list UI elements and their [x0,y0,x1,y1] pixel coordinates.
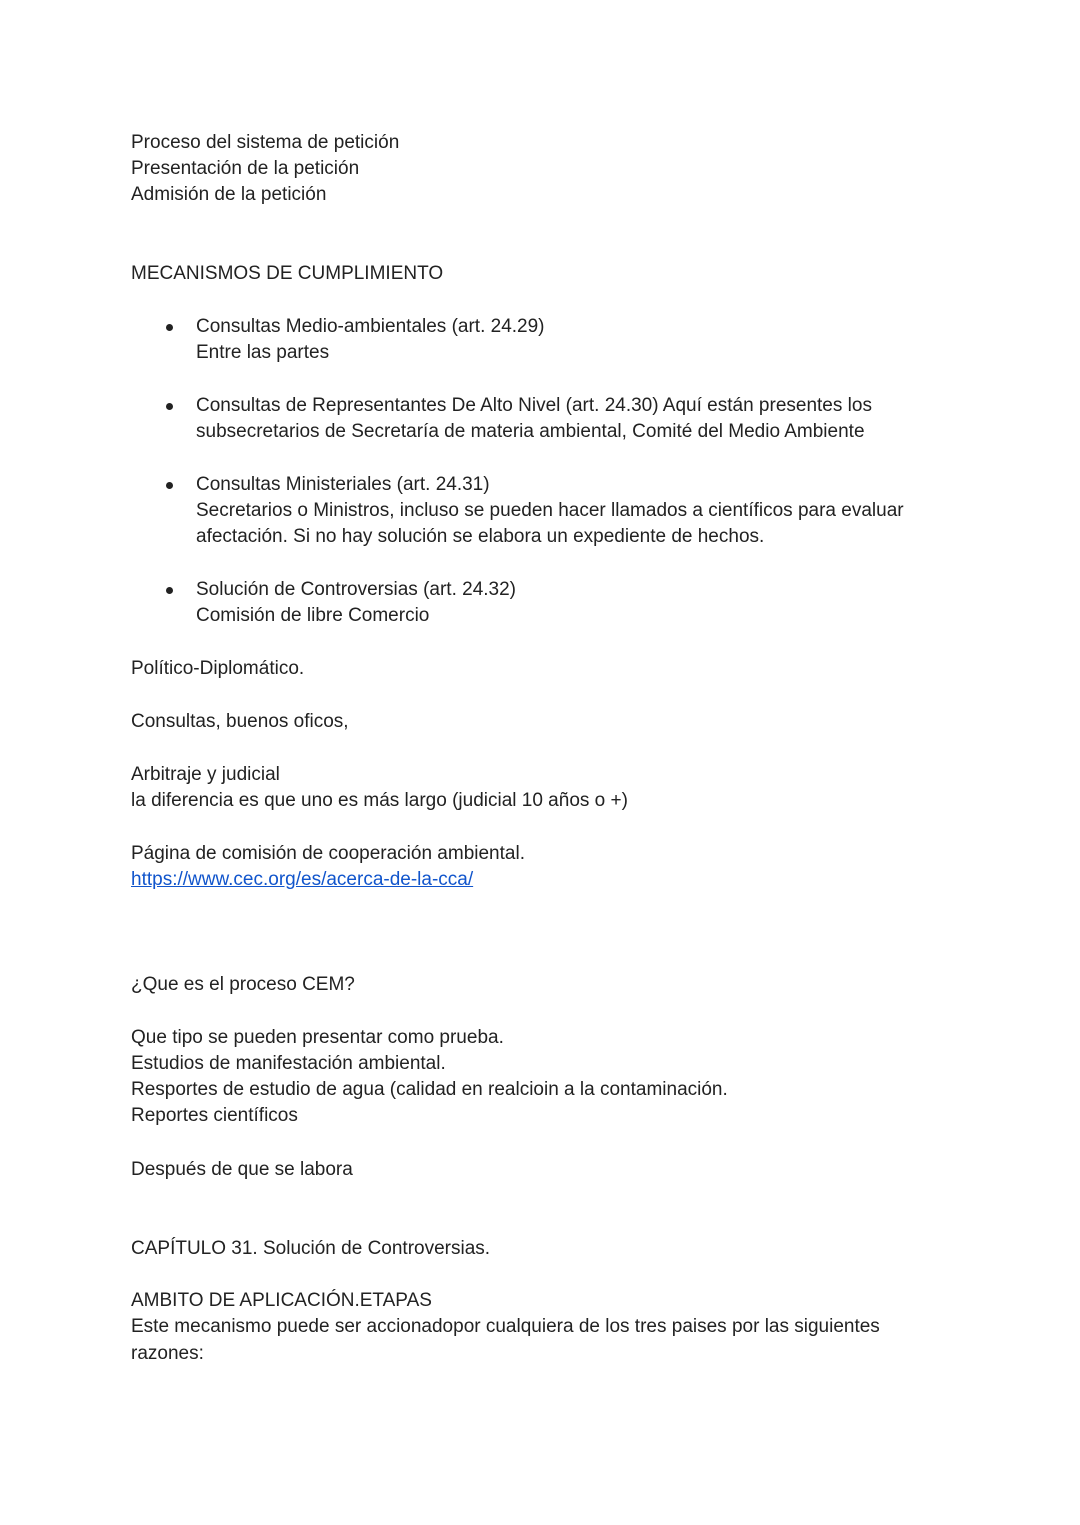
paragraph: la diferencia es que uno es más largo (judicial 10 años o +) [131,790,628,811]
paragraph: Este mecanismo puede ser accionadopor cualquiera de los tres paises por las siguientes [131,1316,880,1337]
intro-line: Proceso del sistema de petición [131,132,400,153]
bullet-text: afectación. Si no hay solución se elabora un expediente de hechos. [196,526,765,547]
cec-link-text[interactable]: https://www.cec.org/es/acerca-de-la-cca/ [131,869,474,890]
paragraph: Página de comisión de cooperación ambiental. [131,843,525,864]
intro-line: Presentación de la petición [131,158,360,179]
paragraph: Resportes de estudio de agua (calidad en realcioin a la contaminación. [131,1079,728,1100]
bullet-title: Solución de Controversias (art. 24.32) [196,579,516,600]
bullet-title: Consultas de Representantes De Alto Nivel (art. 24.30) Aquí están presentes los [196,395,872,416]
paragraph: razones: [131,1343,204,1364]
bullet-icon [166,587,173,594]
chapter-heading: CAPÍTULO 31. Solución de Controversias. [131,1238,491,1259]
paragraph: ¿Que es el proceso CEM? [131,974,355,995]
bullet-icon [166,482,173,489]
paragraph: Arbitraje y judicial [131,764,280,785]
bullet-icon [166,324,173,331]
paragraph: Reportes científicos [131,1105,298,1126]
paragraph: Consultas, buenos oficos, [131,711,349,732]
bullet-text: subsecretarios de Secretaría de materia ambiental, Comité del Medio Ambiente [196,421,865,442]
intro-line: Admisión de la petición [131,184,327,205]
bullet-title: Consultas Medio-ambientales (art. 24.29) [196,316,545,337]
bullet-title: Consultas Ministeriales (art. 24.31) [196,474,490,495]
cec-link[interactable] [131,867,473,893]
bullet-text: Secretarios o Ministros, incluso se pueden hacer llamados a científicos para evaluar [196,500,904,521]
bullet-text: Entre las partes [196,342,330,363]
bullet-text: Comisión de libre Comercio [196,605,430,626]
paragraph: Político-Diplomático. [131,658,305,679]
paragraph: Estudios de manifestación ambiental. [131,1053,446,1074]
section-heading: AMBITO DE APLICACIÓN.ETAPAS [131,1290,432,1311]
paragraph: Después de que se labora [131,1159,353,1180]
paragraph: Que tipo se pueden presentar como prueba. [131,1027,504,1048]
bullet-icon [166,403,173,410]
section-heading: MECANISMOS DE CUMPLIMIENTO [131,263,444,284]
